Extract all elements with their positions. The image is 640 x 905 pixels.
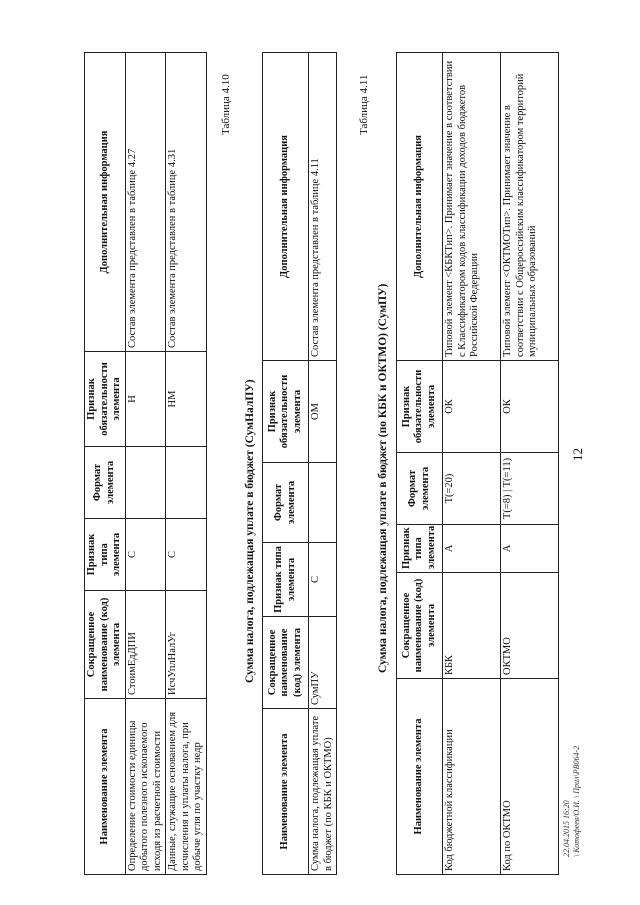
table-continuation — [84, 52, 207, 875]
print-stamp — [562, 746, 582, 857]
cell-mandatory: ОМ — [309, 361, 337, 463]
table-row — [501, 53, 559, 875]
header-name: Наименование элемента — [85, 699, 126, 875]
table-row — [166, 53, 207, 875]
stamp-line-1: 22.04.2015 16:20 — [562, 800, 571, 857]
cell-code: СумПУ — [309, 617, 337, 709]
header-name: Наименование элемента — [263, 709, 309, 875]
stamp-line-2: \ Котофеев/О.И. \ Прил\РВ064-2 — [572, 745, 581, 857]
header-code: Сокращенное наименование (код) элемента — [397, 573, 443, 679]
cell-mandatory: ОК — [501, 361, 559, 453]
header-code: Сокращенное наименование (код) элемента — [85, 591, 126, 699]
cell-mandatory: НМ — [166, 352, 207, 447]
cell-format — [166, 447, 207, 519]
cell-code: СтоимЕдДПИ — [125, 591, 166, 699]
table-4-11 — [396, 52, 559, 875]
header-info: Дополнительная информация — [397, 53, 443, 361]
cell-info: Типовой элемент <ОКТМОТип>. Принимает значение в соответствии с Общероссийским классификатором территорий муниципальных образований — [501, 53, 559, 361]
table-title: Сумма налога, подлежащая уплате в бюджет (по КБК и ОКТМО) (СумПУ) — [377, 283, 389, 673]
table-header-row — [85, 53, 126, 875]
header-type: Признак типа элемента — [397, 525, 443, 573]
table-4-10 — [262, 52, 337, 875]
header-type: Признак типа элемента — [85, 519, 126, 591]
header-mandatory: Признак обязательности элемента — [263, 361, 309, 463]
page-number: 12 — [570, 448, 585, 461]
cell-info: Типовой элемент <КБКТип>. Принимает значение в соответствии с Классификатором кодов классификации доходов бюджетов Российской Федерации — [443, 53, 501, 361]
header-format: Формат элемента — [397, 453, 443, 525]
header-code: Сокращенное наименование (код) элемента — [263, 617, 309, 709]
cell-format — [309, 463, 337, 543]
header-info: Дополнительная информация — [85, 53, 126, 352]
cell-name: Код бюджетной классификации — [443, 679, 501, 875]
table-label: Таблица 4.10 — [220, 74, 232, 135]
cell-type: С — [125, 519, 166, 591]
cell-format — [125, 447, 166, 519]
cell-name: Код по ОКТМО — [501, 679, 559, 875]
header-mandatory: Признак обязательности элемента — [397, 361, 443, 453]
table-row — [309, 53, 337, 875]
cell-code: КБК — [443, 573, 501, 679]
header-format: Формат элемента — [263, 463, 309, 543]
table-title: Сумма налога, подлежащая уплате в бюджет (СумНалПУ) — [244, 379, 256, 683]
cell-code: ОКТМО — [501, 573, 559, 679]
cell-mandatory: Н — [125, 352, 166, 447]
table-header-row — [263, 53, 309, 875]
table-label: Таблица 4.11 — [358, 74, 370, 135]
cell-info: Состав элемента представлен в таблице 4.27 — [125, 53, 166, 352]
table-row — [125, 53, 166, 875]
cell-type: С — [309, 543, 337, 617]
header-info: Дополнительная информация — [263, 53, 309, 361]
cell-type: А — [443, 525, 501, 573]
cell-code: ИсчУплНалУг — [166, 591, 207, 699]
cell-name: Сумма налога, подлежащая уплате в бюджет (по КБК и ОКТМО) — [309, 709, 337, 875]
header-mandatory: Признак обязательности элемента — [85, 352, 126, 447]
cell-format: T(=20) — [443, 453, 501, 525]
cell-info: Состав элемента представлен в таблице 4.31 — [166, 53, 207, 352]
cell-info: Состав элемента представлен в таблице 4.11 — [309, 53, 337, 361]
header-format: Формат элемента — [85, 447, 126, 519]
header-type: Признак типа элемента — [263, 543, 309, 617]
table-header-row — [397, 53, 443, 875]
header-name: Наименование элемента — [397, 679, 443, 875]
cell-format: T(=8) | T(=11) — [501, 453, 559, 525]
cell-type: С — [166, 519, 207, 591]
cell-type: А — [501, 525, 559, 573]
cell-name: Определение стоимости единицы добытого полезного ископаемого исходя из расчетной стоимости — [125, 699, 166, 875]
cell-name: Данные, служащие основанием для исчисления и уплаты налога, при добыче угля по участку недр — [166, 699, 207, 875]
cell-mandatory: ОК — [443, 361, 501, 453]
table-row — [443, 53, 501, 875]
